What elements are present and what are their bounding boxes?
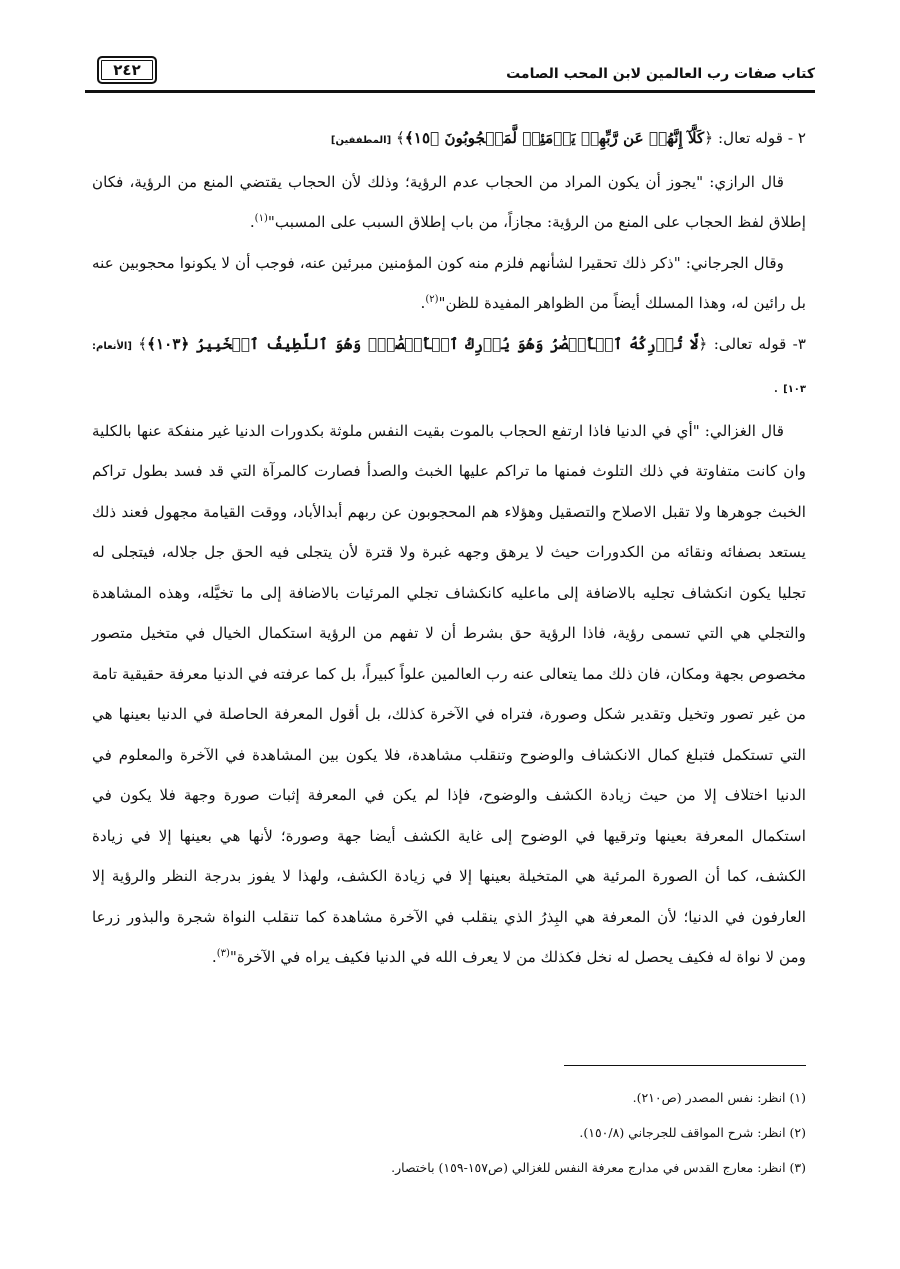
book-title: كتاب صفات رب العالمين لابن المحب الصامت (506, 66, 815, 82)
header-rule (85, 90, 815, 93)
verse-heading-3: ٣- قوله تعالى: ﴿لَّا تُدۡرِكُهُ ٱلۡأَبۡصَٰرُ وَهُوَ يُدۡرِكُ ٱلۡأَبۡصَٰرَۖ وَهُوَ ٱللَّطِيفُ ٱلۡخَبِيرُ ﴿١٠٣﴾﴾ [الأنعام: ١٠٣] . (92, 334, 806, 396)
quran-verse: لَّا تُدۡرِكُهُ ٱلۡأَبۡصَٰرُ وَهُوَ يُدۡرِكُ ٱلۡأَبۡصَٰرَۖ وَهُوَ ٱللَّطِيفُ ٱلۡخَبِيرُ ﴿١٠٣﴾ (147, 334, 699, 353)
footnotes (92, 1080, 806, 1185)
ghazali-paragraph: قال الغزالي: "أي في الدنيا فاذا ارتفع الحجاب بالموت بقيت النفس ملوثة بكدورات الدنيا غير منفكة عنها بالكلية وان كانت متفاوتة في ذلك التلوث فمنها ما تراكم عليها الخبث والصدأ فصارت كالمرآة التي قد فسد بطول تراكم الخبث جوهرها ولا تقبل الاصلاح والتصقيل وهؤلاء هم المحجوبون عن ربهم أبدالأباد، ووقت القيامة مجهول فعند ذلك يستعد بصفائه ونقائه من الكدورات حيث لا يرهق وجهه غبرة ولا قترة لأن يتجلى فيه الحق جل جلاله، فيتجلى له تجليا يكون انكشاف تجليه بالاضافة إلى ماعليه كانكشاف تجلي المرئيات بالاضافة إلى ما تخيَّله، وهذه المشاهدة والتجلي هي التي تسمى رؤية، فاذا الرؤية حق بشرط أن لا تفهم من الرؤية استكمال الخيال في متخيل متصور مخصوص بجهة ومكان، فان ذلك مما يتعالى عنه رب العالمين علواً كبيراً، بل كما عرفته في الدنيا معرفة حقيقية تامة من غير تصور وتخيل وتقدير شكل وصورة، فتراه في الآخرة كذلك، بل أقول المعرفة الحاصلة في الدنيا بعينها هي التي تستكمل فتبلغ كمال الانكشاف والوضوح وتنقلب مشاهدة، فلا يكون بين المشاهدة في الآخرة والمعلوم في الدنيا اختلاف إلا من حيث زيادة الكشف والوضوح، فإذا لم يكن في المعرفة إثبات صورة وجهة فلا يكون في استكمال المعرفة بعينها وترقيها في الوضوح إلى غاية الكشف أيضا جهة وصورة؛ لأنها هي بعينها إلا في زيادة الكشف، كما أن الصورة المرئية هي المتخيلة بعينها إلا في زيادة الكشف، ولهذا لا يفوز بدرجة النظر والرؤية إلا العارفون في الدنيا؛ لأن المعرفة هي البِذرُ الذي ينقلب في الآخرة مشاهدة كما تنقلب النواة شجرة والبذور زرعا ومن لا نواة له فكيف يحصل له نخل فكذلك من لا يعرف الله في الدنيا فكيف يراه في الآخرة"$^{(٣)}$. (92, 421, 807, 966)
quran-verse: كَلَّآ إِنَّهُمۡ عَن رَّبِّهِمۡ يَوۡمَئِذٖ لَّمَحۡجُوبُونَ ﴿١٥﴾ (404, 129, 705, 147)
surah-reference: [المطففين] (330, 135, 392, 146)
razi-paragraph: قال الرازي: "يجوز أن يكون المراد من الحجاب عدم الرؤية؛ وذلك لأن الحجاب يقتضي المنع من الرؤية، فكان إطلاق لفظ الحجاب على المنع من الرؤية: مجازاً، من باب إطلاق السبب على المسبب"$^{(١)}$. (92, 172, 806, 231)
footnote-ref: (١) (254, 212, 268, 224)
page-header (85, 52, 815, 88)
page-number: ٢٤٢ (97, 56, 157, 84)
footnote-1: (١) انظر: نفس المصدر (ص٢١٠). (632, 1090, 806, 1105)
surah-reference: [الأنعام: ١٠٣] (92, 340, 806, 395)
footnote-3: (٣) انظر: معارج القدس في مدارج معرفة النفس للغزالي (ص١٥٧-١٥٩) باختصار. (391, 1160, 806, 1175)
footnote-2: (٢) انظر: شرح المواقف للجرجاني (١٥٠/٨). (579, 1125, 806, 1140)
verse-heading-2: ٢ - قوله تعال: ﴿كَلَّآ إِنَّهُمۡ عَن رَّبِّهِمۡ يَوۡمَئِذٖ لَّمَحۡجُوبُونَ ﴿١٥﴾﴾ [المطففين] (330, 129, 806, 147)
jurjani-paragraph: وقال الجرجاني: "ذكر ذلك تحقيرا لشأنهم فلزم منه كون المؤمنين مبرئين عنه، فوجب أن لا يكونوا محجوبين عنه بل رائين له، وهذا المسلك أيضاً من الظواهر المفيدة للظن"$^{(٢)}$. (92, 253, 806, 312)
main-text (92, 118, 806, 978)
footnote-separator (564, 1065, 806, 1066)
footnote-ref: (٣) (216, 947, 230, 959)
footnote-ref: (٢) (425, 293, 439, 305)
